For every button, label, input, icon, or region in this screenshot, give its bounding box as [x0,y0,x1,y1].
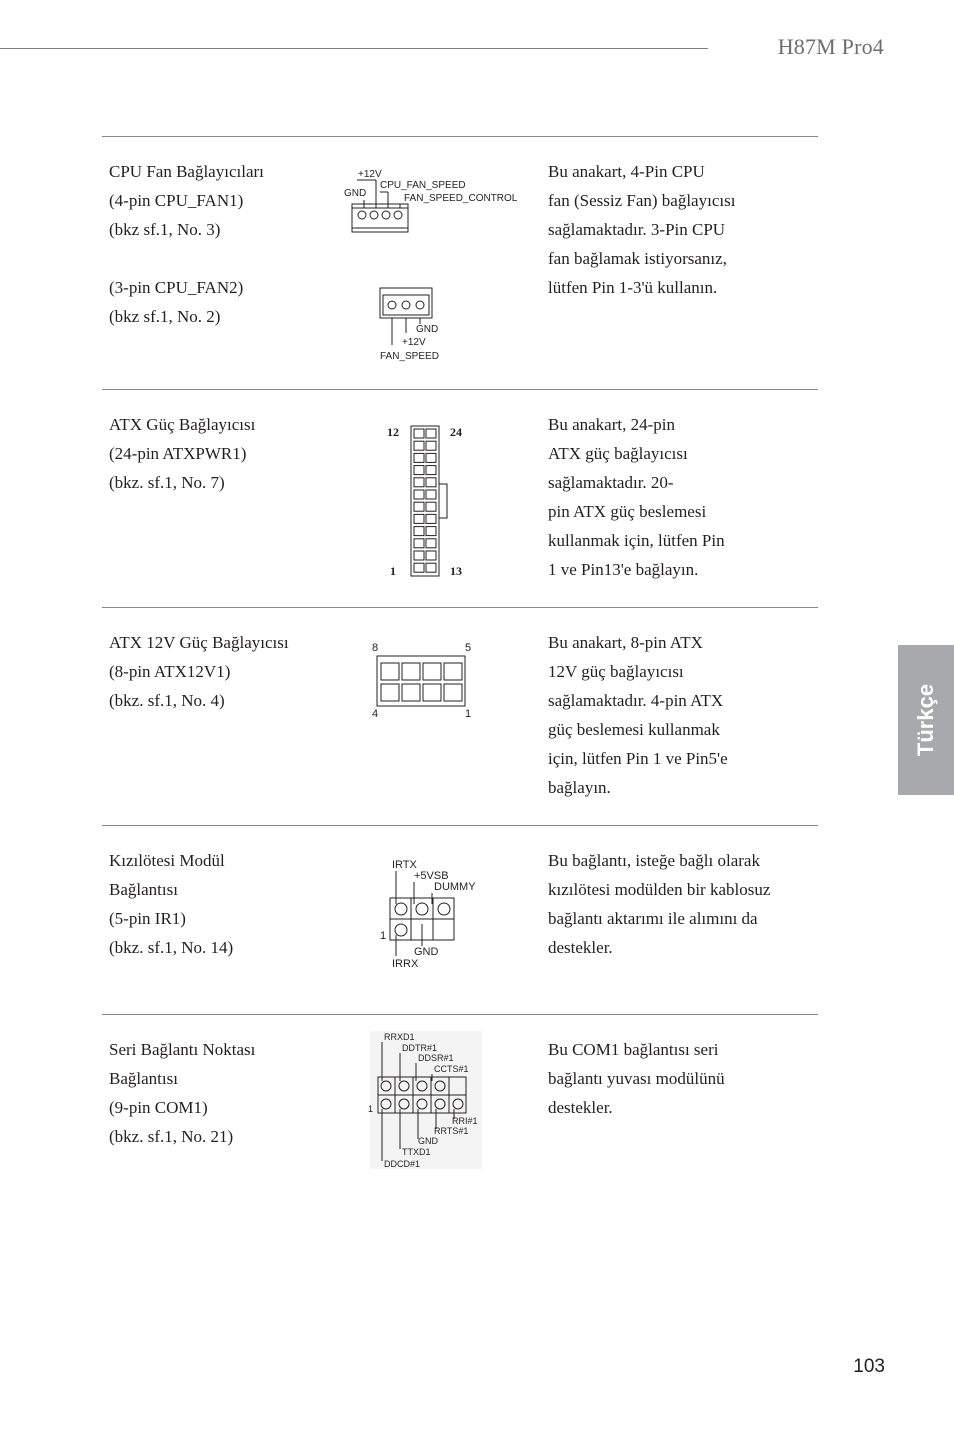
section-label: Seri Bağlantı Noktası Bağlantısı (9-pin COM1) (bkz. sf.1, No. 21) [109,1040,256,1146]
pin-label: 1 [380,930,387,942]
pin-label: FAN_SPEED [380,351,439,362]
section-divider [102,825,818,826]
atx-pin-cell [426,441,436,450]
pin-label: 1 [390,564,396,578]
com1-diagram [366,1031,484,1171]
atx12v-8pin-diagram [368,638,478,722]
pin-label: 24 [450,425,462,439]
section-divider [102,136,818,137]
pin-label: CCTS#1 [434,1064,469,1074]
atx-pin-cell [414,453,424,462]
pin-label: 13 [450,564,462,578]
section-description: Bu bağlantı, isteğe bağlı olarak kızılötesi modülden bir kablosuz bağlantı aktarımı ile alımını da destekler. [548,851,771,957]
pin-label: GND [414,946,439,958]
pin-label: GND [418,1136,438,1146]
language-tab [898,645,954,795]
pin-label: +12V [402,337,426,348]
atx-24pin-diagram [378,420,478,582]
language-tab-label: Türkçe [913,683,938,757]
section-label: CPU Fan Bağlayıcıları (4-pin CPU_FAN1) (bkz sf.1, No. 3) (3-pin CPU_FAN2) (bkz sf.1, No. 2) [109,162,264,326]
section-description: Bu anakart, 8-pin ATX 12V güç bağlayıcısı sağlamaktadır. 4-pin ATX güç beslemesi kullanmak için, lütfen Pin 1 ve Pin5'e bağlayın. [548,633,728,797]
pin-label: 12 [387,425,399,439]
atx-pin-cell [426,551,436,560]
atx-pin-cell [414,527,424,536]
pin-label: DDSR#1 [418,1053,454,1063]
pin-label: CPU_FAN_SPEED [380,180,466,191]
atx-pin-cell [414,490,424,499]
atx-pin-cell [414,466,424,475]
pin-label: TTXD1 [402,1147,431,1157]
atx-pin-cell [414,514,424,523]
atx-pin-cell [426,478,436,487]
header-rule [0,48,708,49]
atx-pin-cell [414,441,424,450]
atx-pin-cell [426,514,436,523]
pin-label: GND [416,324,439,335]
pin-label: DUMMY [434,881,476,893]
section-description: Bu anakart, 4-Pin CPU fan (Sessiz Fan) bağlayıcısı sağlamaktadır. 3-Pin CPU fan bağlamak istiyorsanız, lütfen Pin 1-3'ü kullanın. [548,162,736,297]
atx-pin-cell [414,551,424,560]
atx-pin-cell [426,466,436,475]
atx-pin-cell [426,490,436,499]
atx-pin-cell [414,563,424,572]
ir-module-diagram [378,856,488,972]
atx-pin-cell [414,478,424,487]
pin-label: RRI#1 [452,1116,478,1126]
section-description: Bu COM1 bağlantısı seri bağlantı yuvası modülünü destekler. [548,1040,725,1117]
section-divider [102,607,818,608]
pin-label: DDCD#1 [384,1159,421,1169]
pin-label: 1 [368,1104,374,1114]
pin-label: 8 [372,642,379,654]
pin-label: 5 [465,642,472,654]
section-divider [102,389,818,390]
atx-pin-cell [426,563,436,572]
atx-pin-cell [426,429,436,438]
atx-pin-cell [426,539,436,548]
pin-label: DDTR#1 [402,1043,438,1053]
atx-pin-cell [414,502,424,511]
pin-label: IRRX [392,958,419,970]
section-label: ATX 12V Güç Bağlayıcısı (8-pin ATX12V1) (bkz. sf.1, No. 4) [109,633,289,710]
pin-label: +5VSB [414,870,449,882]
cpu-fan1-diagram [340,164,540,236]
pin-label: +12V [358,169,382,180]
pin-label: IRTX [392,859,417,871]
pin-label: FAN_SPEED_CONTROL [404,193,518,204]
section-description: Bu anakart, 24-pin ATX güç bağlayıcısı sağlamaktadır. 20- pin ATX güç beslemesi kullanmak için, lütfen Pin 1 ve Pin13'e bağlayın. [548,415,725,579]
atx-pin-cell [426,502,436,511]
pin-label: RRTS#1 [434,1126,469,1136]
pin-label: GND [344,188,367,199]
page-number: 103 [853,1356,885,1377]
atx-pin-cell [414,429,424,438]
section-divider [102,1014,818,1015]
pin-label: RRXD1 [384,1032,415,1042]
atx-pin-cell [414,539,424,548]
cpu-fan2-diagram [374,283,484,365]
section-label: ATX Güç Bağlayıcısı (24-pin ATXPWR1) (bkz. sf.1, No. 7) [109,415,256,492]
pin-label: 1 [465,708,472,720]
atx-pin-cell [426,527,436,536]
section-label: Kızılötesi Modül Bağlantısı (5-pin IR1) (bkz. sf.1, No. 14) [109,851,234,957]
atx-pin-cell [426,453,436,462]
pin-label: 4 [372,708,379,720]
model-title: H87M Pro4 [777,34,884,59]
